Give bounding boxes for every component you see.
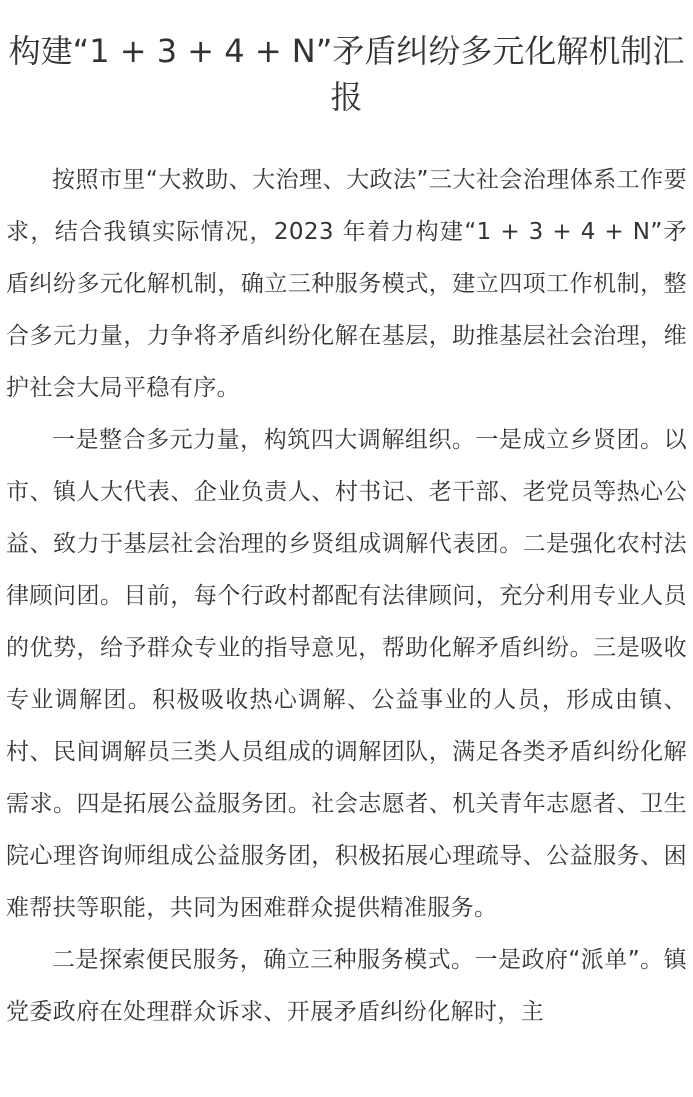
- article-paragraph-mediation-organizations: 一是整合多元力量，构筑四大调解组织。一是成立乡贤团。以市、镇人大代表、企业负责人、村书记、老干部、老党员等热心公益、致力于基层社会治理的乡贤组成调解代表团。二是强化农村法律顾问团。目前，每个行政村都配有法律顾问，充分利用专业人员的优势，给予群众专业的指导意见，帮助化解矛盾纠纷。三是吸收专业调解团。积极吸收热心调解、公益事业的人员，形成由镇、村、民间调解员三类人员组成的调解团队，满足各类矛盾纠纷化解需求。四是拓展公益服务团。社会志愿者、机关青年志愿者、卫生院心理咨询师组成公益服务团，积极拓展心理疏导、公益服务、困难帮扶等职能，共同为困难群众提供精准服务。: [6, 427, 687, 921]
- article-paragraph-intro: 按照市里“大救助、大治理、大政法”三大社会治理体系工作要求，结合我镇实际情况，2023 年着力构建“1 + 3 + 4 + N”矛盾纠纷多元化解机制，确立三种服务模式，建立四项工作机制，整合多元力量，力争将矛盾纠纷化解在基层，助推基层社会治理，维护社会大局平稳有序。: [6, 167, 687, 401]
- article-title: 构建“1 + 3 + 4 + N”矛盾纠纷多元化解机制汇报: [8, 32, 685, 116]
- article-paragraph-service-models: 二是探索便民服务，确立三种服务模式。一是政府“派单”。镇党委政府在处理群众诉求、开展矛盾纠纷化解时，主: [6, 947, 687, 1025]
